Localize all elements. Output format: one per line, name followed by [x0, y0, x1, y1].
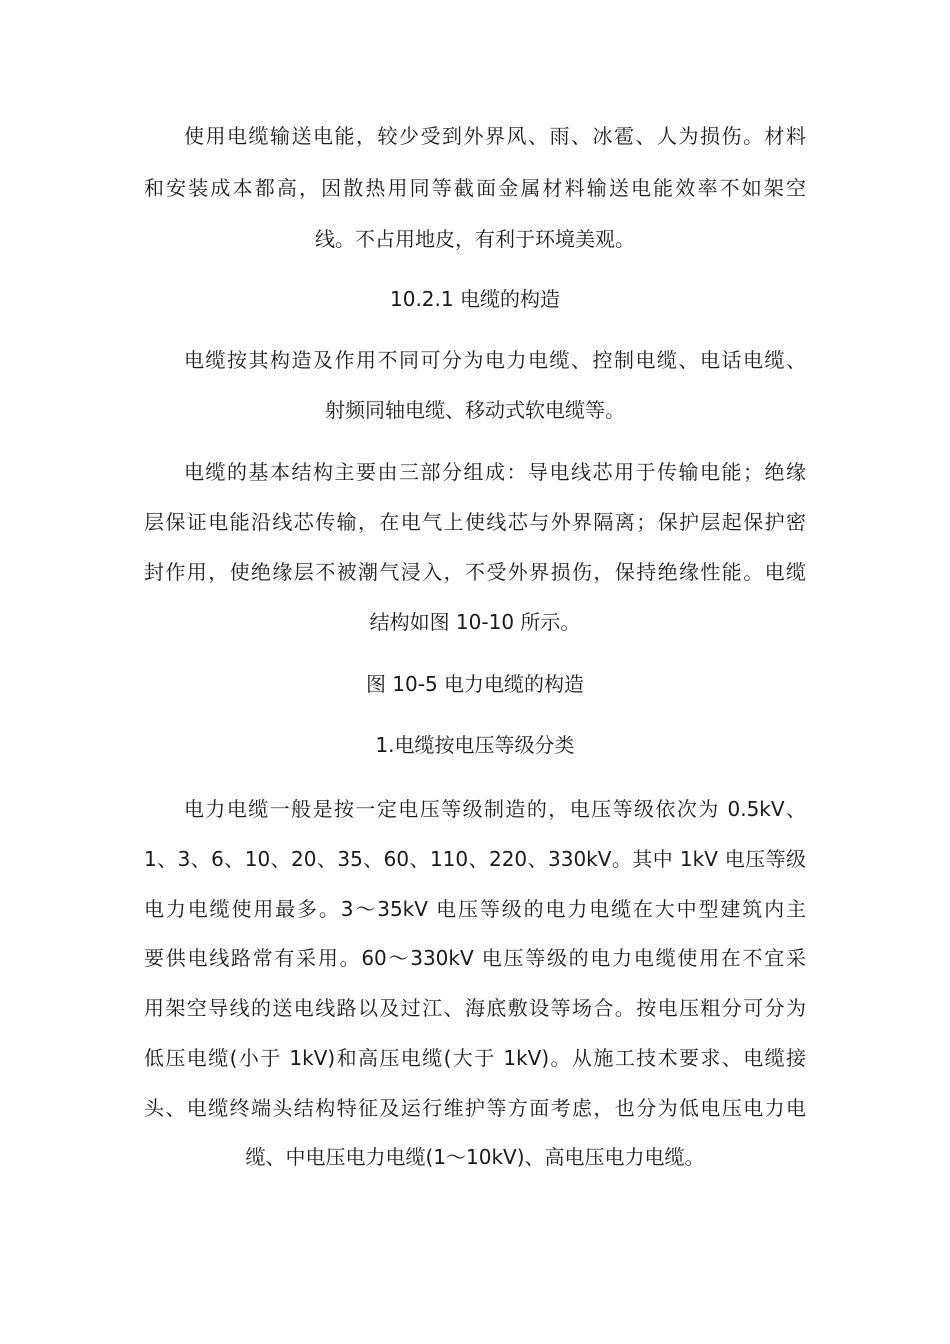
paragraph-line: 层保证电能沿线芯传输，在电气上使线芯与外界隔离；保护层起保护密 [144, 510, 806, 534]
paragraph-line: 使用电缆输送电能，较少受到外界风、雨、冰雹、人为损伤。材料 [184, 124, 806, 148]
paragraph-line: 结构如图 10-10 所示。 [369, 610, 581, 634]
paragraph-line: 1、3、6、10、20、35、60、110、220、330kV。其中 1kV 电压等级 [144, 847, 806, 871]
paragraph-line: 线。不占用地皮，有利于环境美观。 [315, 227, 635, 251]
paragraph-line: 低压电缆(小于 1kV)和高压电缆(大于 1kV)。从施工技术要求、电缆接 [144, 1046, 806, 1070]
paragraph-line: 封作用，使绝缘层不被潮气浸入，不受外界损伤，保持绝缘性能。电缆 [144, 560, 806, 584]
paragraph-line: 电力电缆一般是按一定电压等级制造的，电压等级依次为 0.5kV、 [184, 797, 806, 821]
paragraph-line: 电力电缆使用最多。3～35kV 电压等级的电力电缆在大中型建筑内主 [144, 897, 806, 921]
paragraph-line: 电缆的基本结构主要由三部分组成：导电线芯用于传输电能；绝缘 [184, 460, 806, 484]
paragraph-line: 射频同轴电缆、移动式软电缆等。 [325, 398, 625, 422]
section-heading: 10.2.1 电缆的构造 [390, 287, 560, 311]
subsection-heading: 1.电缆按电压等级分类 [375, 733, 575, 757]
paragraph-line: 电缆按其构造及作用不同可分为电力电缆、控制电缆、电话电缆、 [184, 348, 806, 372]
paragraph-line: 头、电缆终端头结构特征及运行维护等方面考虑，也分为低电压电力电 [144, 1096, 806, 1120]
paragraph-line: 缆、中电压电力电缆(1～10kV)、高电压电力电缆。 [245, 1145, 705, 1169]
paragraph-line: 用架空导线的送电线路以及过江、海底敷设等场合。按电压粗分可分为 [144, 996, 806, 1020]
paragraph-line: 和安装成本都高，因散热用同等截面金属材料输送电能效率不如架空 [144, 176, 806, 200]
figure-caption: 图 10-5 电力电缆的构造 [365, 672, 585, 696]
paragraph-line: 要供电线路常有采用。60～330kV 电压等级的电力电缆使用在不宜采 [144, 946, 806, 970]
